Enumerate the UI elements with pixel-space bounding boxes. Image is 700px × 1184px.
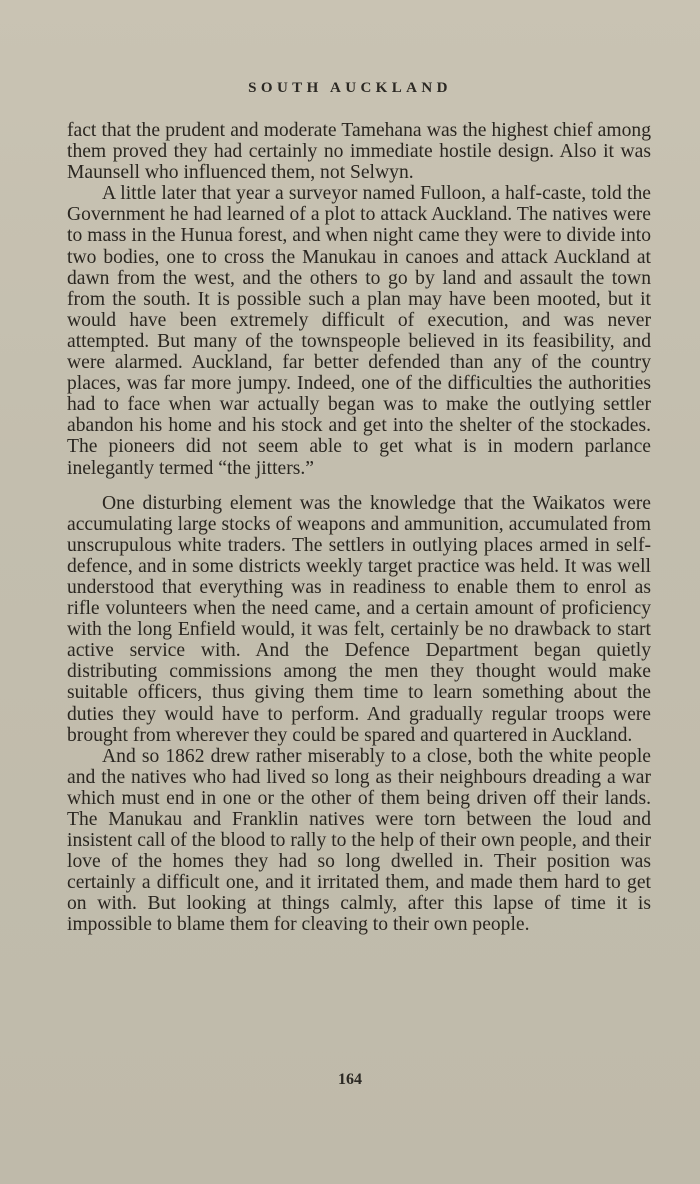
- paragraph-waikato-weapons: One disturbing element was the knowledge that the Waikatos were accumulating large stocks of weapons and ammunition, accumulated from unscrupulous white traders. The settlers in outlying places armed in self-defence, and in some districts weekly target practice was held. It was well understood that everything was in readiness to enable them to enrol as rifle volunteers when the need came, and a certain amount of proficiency with the long Enfield would, it was felt, certainly be no drawback to start active service with. And the Defence Department began quietly distributing commissions among the men they thought would make suitable officers, thus giving them time to learn something about the duties they would have to perform. And gradually regular troops were brought from wherever they could be spared and quartered in Auckland.: [67, 492, 651, 746]
- page-number: 164: [338, 1071, 362, 1088]
- body-text: [67, 120, 651, 936]
- running-head: SOUTH AUCKLAND: [248, 80, 452, 96]
- paragraph-1862-close: And so 1862 drew rather miserably to a close, both the white people and the natives who had lived so long as their neighbours dreading a war which must end in one or the other of them being driven off their lands. The Manukau and Franklin natives were torn between the loud and insistent call of the blood to rally to the help of their own people, and their love of the homes they had so long dwelled in. Their position was certainly a difficult one, and it irritated them, and made them hard to get on with. But looking at things calmly, after this lapse of time it is impossible to blame them for cleaving to their own people.: [67, 745, 651, 936]
- paragraph-fulloon-plot: A little later that year a surveyor named Fulloon, a half-caste, told the Government he had learned of a plot to attack Auckland. The natives were to mass in the Hunua forest, and when night came they were to divide into two bodies, one to cross the Manukau in canoes and attack Auckland at dawn from the west, and the others to go by land and assault the town from the south. It is possible such a plan may have been mooted, but it would have been extremely difficult of execution, and was never attempted. But many of the townspeople believed in its feasibility, and were alarmed. Auckland, far better defended than any of the country places, was far more jumpy. Indeed, one of the difficulties the authorities had to face when war actually began was to make the outlying settler abandon his home and his stock and get into the shelter of the stockades. The pioneers did not seem able to get what is in modern parlance inelegantly termed “the jitters.”: [67, 183, 651, 479]
- paragraph-continuation: fact that the prudent and moderate Tamehana was the highest chief among them proved they had certainly no immediate hostile design. Also it was Maunsell who influenced them, not Selwyn.: [67, 120, 651, 184]
